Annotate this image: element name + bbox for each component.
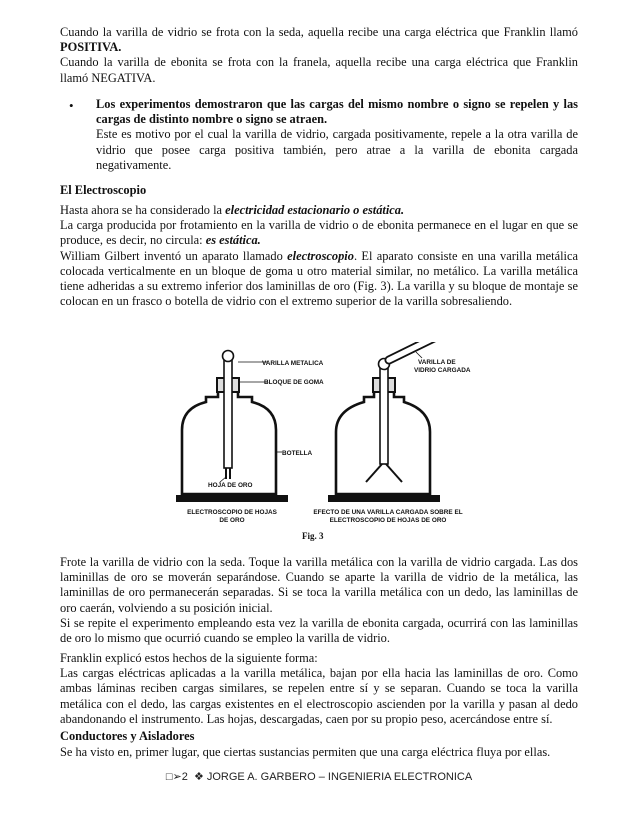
right-gold-leaf — [366, 464, 382, 482]
text-line: Los experimentos demostraron que las cargas del mismo nombre o signo se repelen y las — [96, 97, 578, 111]
right-metal-rod — [380, 364, 388, 464]
text-span: . El aparato consiste en una varilla metálica — [353, 248, 578, 263]
caption-right-line2: ELECTROSCOPIO DE HOJAS DE ORO — [329, 517, 447, 524]
text-line: oro caerán, volviendo a su posición inicial. — [60, 600, 273, 615]
emphasis-text: es estática. — [205, 233, 261, 248]
caption-left-line2: DE ORO — [219, 517, 245, 524]
emphasis-text: electricidad estacionario o estática. — [225, 203, 405, 217]
page-footer — [0, 770, 638, 785]
text-line: Se ha visto en, primer lugar, que ciertas sustancias permiten que una carga eléctrica fluya por ellas. — [60, 745, 551, 759]
text-line: vidrio que posee carga positiva también, pero atrae a la varilla de ebonita cargada — [96, 142, 578, 157]
text-line — [60, 233, 578, 248]
text-line: llamó NEGATIVA. — [60, 70, 156, 85]
label-botella: BOTELLA — [282, 450, 313, 457]
footer-author: ❖ JORGE A. GARBERO – INGENIERIA ELECTRONICA — [193, 771, 473, 783]
left-rod-knob — [223, 351, 234, 362]
text-line: POSITIVA. — [60, 40, 122, 55]
label-hoja-oro: HOJA DE ORO — [208, 482, 253, 489]
paragraph-experimento — [60, 555, 578, 646]
text-line: laminillas de oro permanecerán separadas. Si se toca la varilla metálica con un dedo, las laminillas de — [60, 585, 578, 600]
paragraph-franklin — [60, 651, 578, 727]
text-line: colocan en un frasco o botella de vidrio con el extremo superior de la varilla sobresaliendo. — [60, 294, 513, 309]
text-span: William Gilbert inventó un aparato llamado — [60, 248, 288, 263]
text-line — [60, 203, 578, 218]
electroscope-diagram — [176, 342, 476, 547]
text-line: tiene adheridas a su extremo inferior dos laminillas de oro (Fig. 3). La varilla y su bloque de montaje se — [60, 279, 578, 294]
text-span: produce, es decir, no circula: — [60, 233, 206, 248]
paragraph-cargas — [60, 25, 578, 86]
right-base — [328, 495, 440, 502]
text-line: metálica con el dedo, las cargas existentes en el electroscopio ascienden por la varilla y pasan al dedo — [60, 696, 578, 711]
text-line — [60, 249, 578, 264]
paragraph-conductores — [60, 745, 578, 760]
emphasis-text: electroscopio — [287, 248, 354, 263]
left-base — [176, 495, 288, 502]
text-line: de oro lo mismo que ocurrió cuando se empleo la varilla de vidrio. — [60, 631, 390, 646]
page-number: □➢2 — [165, 771, 188, 783]
text-line: Si se repite el experimento empleando esta vez la varilla de ebonita cargada, ocurrirá con las laminillas — [60, 615, 578, 630]
bullet-body — [96, 97, 578, 173]
text-span: Hasta ahora se ha considerado la — [60, 203, 226, 217]
text-line: laminillas de oro se moverán separándose. Cuando se aparte la varilla de vidrio de la metálica, las — [60, 570, 578, 585]
text-line: Cuando la varilla de vidrio se frota con la seda, aquella recibe una carga eléctrica que Franklin llamó — [60, 25, 578, 39]
text-line: Franklin explicó estos hechos de la siguiente forma: — [60, 651, 318, 665]
section-heading: El Electroscopio — [60, 183, 147, 197]
left-metal-rod — [224, 356, 232, 468]
bullet-dot-icon: • — [69, 98, 74, 113]
section-heading: Conductores y Aisladores — [60, 729, 195, 743]
figure-electroscope — [176, 342, 476, 547]
text-line: colocada verticalmente en un bloque de goma u otro material similar, no metálico. La varilla metálica — [60, 263, 578, 278]
caption-left-line1: ELECTROSCOPIO DE HOJAS — [187, 509, 277, 516]
caption-right-line1: EFECTO DE UNA VARILLA CARGADA SOBRE EL — [313, 509, 463, 516]
right-gold-leaf — [386, 464, 402, 482]
text-line: Este es motivo por el cual la varilla de vidrio, cargada positivamente, repele a la otra varilla de — [96, 127, 578, 142]
text-line: ambas láminas reciben cargas similares, se repelen entre sí y se separan. Cuando se toca la varilla — [60, 681, 578, 696]
text-line: Las cargas eléctricas aplicadas a la varilla metálica, bajan por ella hacia las laminillas de oro. Como — [60, 666, 578, 681]
text-line: Frote la varilla de vidrio con la seda. Toque la varilla metálica con la varilla de vidrio cargada. Las dos — [60, 555, 578, 569]
figure-number: Fig. 3 — [302, 531, 324, 541]
text-line: negativamente. — [96, 157, 172, 172]
label-vidrio-cargada: VIDRIO CARGADA — [414, 367, 471, 374]
label-bloque-goma: BLOQUE DE GOMA — [264, 379, 324, 386]
text-line: La carga producida por frotamiento en la varilla de vidrio o de ebonita permanece en el lugar en que se — [60, 218, 578, 233]
text-line: Cuando la varilla de ebonita se frota con la franela, aquella recibe una carga eléctrica que Franklin — [60, 55, 578, 70]
text-line: abandonando el instrumento. Las hojas, descargadas, caen por su propio peso, acercándose entre sí. — [60, 711, 553, 726]
text-line: cargas de distinto nombre o signo se atraen. — [96, 112, 328, 127]
label-varilla-vidrio: VARILLA DE — [418, 359, 456, 366]
charged-glass-rod — [389, 342, 438, 360]
paragraph-electroscopio — [60, 203, 578, 309]
label-varilla-metalica: VARILLA METALICA — [262, 360, 324, 367]
